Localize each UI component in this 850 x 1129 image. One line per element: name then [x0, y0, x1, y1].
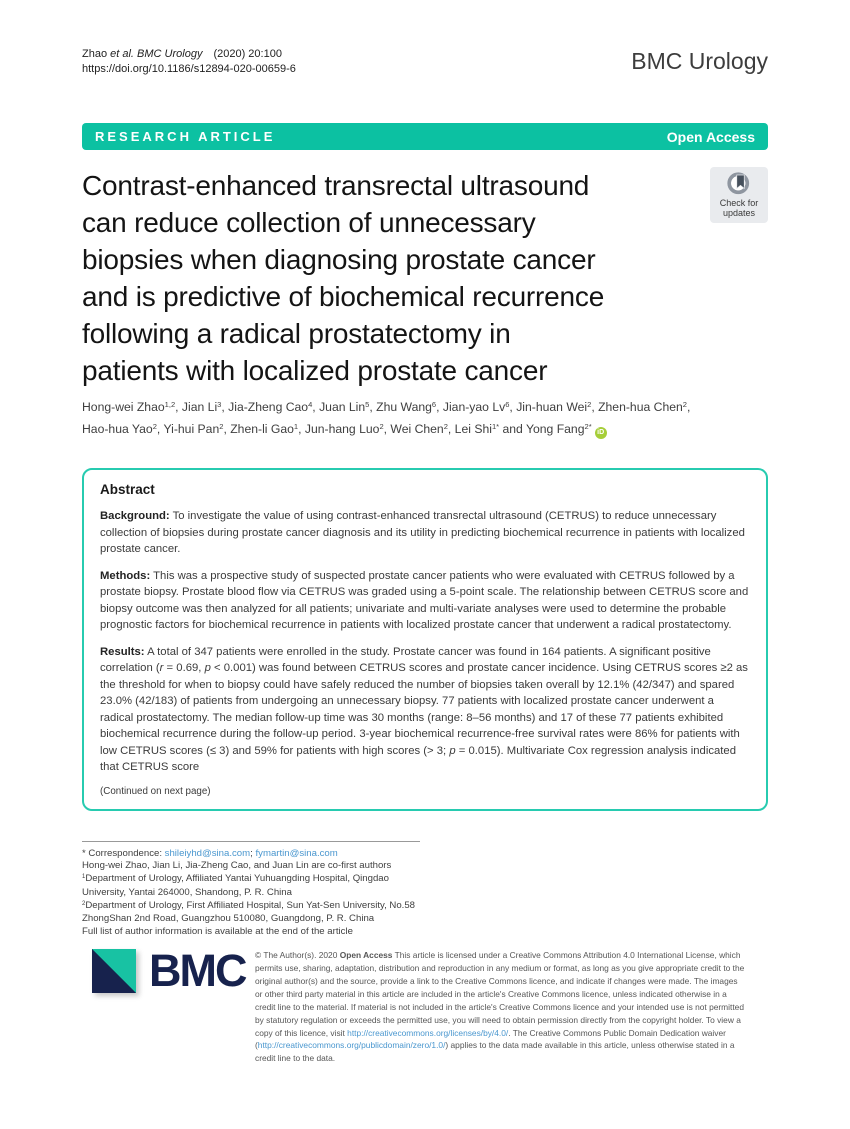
journal-title: BMC Urology	[631, 48, 768, 74]
link[interactable]: http://creativecommons.org/licenses/by/4.0/	[347, 1027, 509, 1038]
article-type-label: RESEARCH ARTICLE	[95, 129, 276, 144]
bmc-logo-icon	[92, 949, 136, 993]
continued-note: (Continued on next page)	[100, 785, 211, 797]
abstract-results: Results: A total of 347 patients were enrolled in the study. Prostate cancer was found in 164 patients. A significant positive correlation (r = 0.69, p < 0.001) was found between CETRUS scores and prostate cancer incidence. Using CETRUS scores ≥2 as the threshold for when to biopsy could have safely reduced the number of biopsies taken overall by 12.1% (42/347) and spared 23.0% (42/183) of patients from undergoing an unnecessary biopsy. 77 patients with localized prostate cancer underwent a radical prostatectomy. The median follow-up time was 30 months (range: 8–56 months) and 17 of these 77 patients exhibited biochemical recurrence during the follow-up period. 3-year biochemical recurrence-free survival rates were 86% for patients with low CETRUS scores (≤ 3) and 59% for patients with high scores (> 3; p = 0.015). Multivariate Cox regression analysis indicated that CETRUS score	[100, 645, 748, 773]
bmc-logo-text: BMC	[149, 945, 246, 997]
affiliation-1: $^1$Department of Urology, Affiliated Yantai Yuhuangding Hospital, Qingdao University, Yantai 264000, Shandong, P. R. China	[82, 873, 389, 898]
check-for-updates-icon	[727, 172, 751, 196]
author-list	[82, 397, 768, 441]
bmc-logo	[92, 945, 246, 997]
affiliation-2: $^2$Department of Urology, First Affiliated Hospital, Sun Yat-Sen University, No.58 ZhongShan 2nd Road, Guangzhou 510080, Guangdong, P. R. China	[82, 899, 416, 925]
check-for-updates-label: Check for updates	[719, 198, 759, 218]
citation-block	[82, 47, 296, 77]
orcid-icon[interactable]: iD	[595, 427, 607, 439]
author-info-note: Full list of author information is available at the end of the article	[82, 926, 353, 938]
link[interactable]: http://creativecommons.org/publicdomain/zero/1.0/	[257, 1040, 446, 1051]
article-type-banner	[82, 123, 768, 150]
page-header	[82, 47, 768, 77]
check-for-updates-button[interactable]	[710, 167, 768, 223]
abstract-background: Background: To investigate the value of using contrast-enhanced transrectal ultrasound (CETRUS) to reduce unnecessary collection of biopsies during prostate cancer diagnosis and its utility in predicting biochemical recurrence in patients with localized prostate cancer.	[100, 510, 745, 555]
article-title: Contrast-enhanced transrectal ultrasound can reduce collection of unnecessary biopsies when diagnosing prostate cancer and is predictive of biochemical recurrence following a radical prostatectomy in patients with localized prostate cancer	[82, 170, 605, 386]
author-line-2: Hao-hua Yao$^2$, Yi-hui Pan$^2$, Zhen-li Gao$^1$, Jun-hang Luo$^2$, Wei Chen$^2$, Lei Shi$^{1*}$ and Yong Fang$^{2*}$iD	[82, 419, 768, 441]
link[interactable]: shileiyhd@sina.com	[164, 847, 251, 859]
license-text: © The Author(s). 2020 Open Access This article is licensed under a Creative Commons Attribution 4.0 International License, which permits use, sharing, adaptation, distribution and reproduction in any medium or format, as long as you give appropriate credit to the original author(s) and the source, provide a link to the Creative Commons licence, and indicate if changes were made. The images or other third party material in this article are included in the article's Creative Commons licence, unless indicated otherwise in a credit line to the material. If material is not included in the article's Creative Commons licence and your intended use is not permitted by statutory regulation or exceeds the permitted use, you will need to obtain permission directly from the copyright holder. To view a copy of this licence, visit http://creativecommons.org/licenses/by/4.0/. The Creative Commons Public Domain Dedication waiver (http://creativecommons.org/publicdomain/zero/1.0/) applies to the data made available in this article, unless otherwise stated in a credit line to the data.	[255, 950, 745, 1064]
co-first-authors-line: Hong-wei Zhao, Jian Li, Jia-Zheng Cao, and Juan Lin are co-first authors	[82, 860, 392, 872]
author-line-1: Hong-wei Zhao$^{1,2}$, Jian Li$^3$, Jia-Zheng Cao$^4$, Juan Lin$^5$, Zhu Wang$^6$, Jian-yao Lv$^6$, Jin-huan Wei$^2$, Zhen-hua Chen$^2$,	[82, 400, 691, 414]
abstract-heading: Abstract	[100, 482, 155, 497]
abstract-methods: Methods: This was a prospective study of suspected prostate cancer patients who were evaluated with CETRUS followed by a prostate biopsy. Prostate blood flow via CETRUS was graded using a 5-point scale. The relationship between CETRUS score and biopsy outcome was then analyzed for all patients; univariate and multi-variate analyses were used to determine the probable prognostic factors for biochemical recurrence in patients with localized prostate cancer that underwent a radical prostatectomy.	[100, 569, 749, 631]
footnotes	[82, 841, 420, 940]
citation-line: Zhao et al. BMC Urology (2020) 20:100	[82, 48, 282, 60]
correspondence-line: * Correspondence: shileiyhd@sina.com; fymartin@sina.com	[82, 847, 338, 859]
link[interactable]: fymartin@sina.com	[255, 847, 338, 859]
title-row	[82, 167, 768, 389]
open-access-label: Open Access	[666, 128, 755, 145]
doi-line: https://doi.org/10.1186/s12894-020-00659-6	[82, 63, 296, 75]
page-footer	[82, 945, 768, 1065]
abstract-box	[82, 468, 768, 811]
